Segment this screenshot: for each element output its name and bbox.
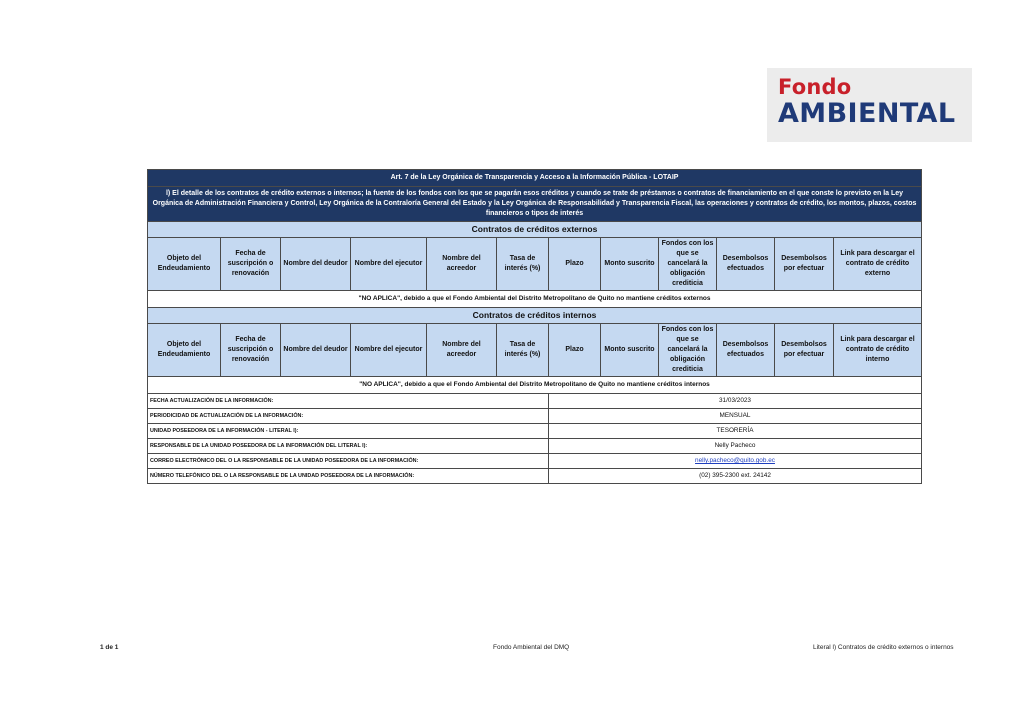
metadata-row-responsible <box>148 439 922 454</box>
column-header: Desembolsos efectuados <box>717 324 775 377</box>
internal-header-row <box>148 324 922 377</box>
column-header: Objeto del Endeudamiento <box>148 324 221 377</box>
metadata-value: Nelly Pacheco <box>549 439 922 454</box>
metadata-label: UNIDAD POSEEDORA DE LA INFORMACIÓN - LITERAL l): <box>148 424 549 439</box>
column-header: Link para descargar el contrato de crédito externo <box>834 238 922 291</box>
internal-not-applicable-note: "NO APLICA", debido a que el Fondo Ambiental del Distrito Metropolitano de Quito no mantiene créditos internos <box>148 377 922 394</box>
column-header: Fecha de suscripción o renovación <box>221 324 281 377</box>
internal-section-title: Contratos de créditos internos <box>148 308 922 324</box>
literal-description: l) El detalle de los contratos de crédito externos o internos; la fuente de los fondos con los que se pagarán esos créditos y cuando se trate de préstamos o contratos de financiamiento en el que conste lo previsto en la Ley Orgánica de Administración Financiera y Control, Ley Orgánica de la Contraloría General del Estado y la Ley Orgánica de Responsabilidad y Transparencia Fiscal, las operaciones y contratos de crédito, los montos, plazos, costos financieros o tipos de interés <box>148 187 922 222</box>
logo-line-ambiental: AMBIENTAL <box>778 98 956 129</box>
column-header: Plazo <box>549 238 601 291</box>
column-header: Desembolsos por efectuar <box>775 238 834 291</box>
lotaip-credit-contracts-table <box>147 169 922 484</box>
metadata-label: CORREO ELECTRÓNICO DEL O LA RESPONSABLE DE LA UNIDAD POSEEDORA DE LA INFORMACIÓN: <box>148 454 549 469</box>
metadata-label: NÚMERO TELEFÓNICO DEL O LA RESPONSABLE DE LA UNIDAD POSEEDORA DE LA INFORMACIÓN: <box>148 469 549 484</box>
column-header: Desembolsos por efectuar <box>775 324 834 377</box>
column-header: Nombre del ejecutor <box>351 324 427 377</box>
footer-organization: Fondo Ambiental del DMQ <box>493 644 570 651</box>
column-header: Nombre del acreedor <box>427 238 497 291</box>
column-header: Tasa de interés (%) <box>497 324 549 377</box>
column-header: Tasa de interés (%) <box>497 238 549 291</box>
external-not-applicable-note: "NO APLICA", debido a que el Fondo Ambiental del Distrito Metropolitano de Quito no mantiene créditos externos <box>148 291 922 308</box>
logo-line-fondo: Fondo <box>778 75 852 99</box>
metadata-value: TESORERÍA <box>549 424 922 439</box>
metadata-value-cell <box>549 454 922 469</box>
footer-page-number: 1 de 1 <box>100 644 119 651</box>
fondo-ambiental-logo <box>767 68 972 142</box>
column-header: Monto suscrito <box>601 238 659 291</box>
metadata-row-periodicity <box>148 409 922 424</box>
column-header: Nombre del deudor <box>281 324 351 377</box>
metadata-value: 31/03/2023 <box>549 394 922 409</box>
metadata-row-email <box>148 454 922 469</box>
metadata-value: (02) 395-2300 ext. 24142 <box>549 469 922 484</box>
column-header: Objeto del Endeudamiento <box>148 238 221 291</box>
external-section-title: Contratos de créditos externos <box>148 222 922 238</box>
column-header: Nombre del ejecutor <box>351 238 427 291</box>
metadata-label: FECHA ACTUALIZACIÓN DE LA INFORMACIÓN: <box>148 394 549 409</box>
metadata-label: RESPONSABLE DE LA UNIDAD POSEEDORA DE LA INFORMACIÓN DEL LITERAL l): <box>148 439 549 454</box>
metadata-row-phone <box>148 469 922 484</box>
metadata-label: PERIODICIDAD DE ACTUALIZACIÓN DE LA INFORMACIÓN: <box>148 409 549 424</box>
column-header: Fondos con los que se cancelará la obligación crediticia <box>659 238 717 291</box>
metadata-value: MENSUAL <box>549 409 922 424</box>
external-header-row <box>148 238 922 291</box>
column-header: Nombre del deudor <box>281 238 351 291</box>
metadata-row-update-date <box>148 394 922 409</box>
responsible-email-link[interactable]: nelly.pacheco@quito.gob.ec <box>695 457 775 464</box>
column-header: Fondos con los que se cancelará la obligación crediticia <box>659 324 717 377</box>
column-header: Link para descargar el contrato de crédito interno <box>834 324 922 377</box>
metadata-row-unit <box>148 424 922 439</box>
footer-literal-title: Literal l) Contratos de crédito externos o internos <box>813 644 954 651</box>
column-header: Monto suscrito <box>601 324 659 377</box>
art-title: Art. 7 de la Ley Orgánica de Transparencia y Acceso a la Información Pública - LOTAIP <box>148 170 922 187</box>
column-header: Desembolsos efectuados <box>717 238 775 291</box>
column-header: Nombre del acreedor <box>427 324 497 377</box>
column-header: Plazo <box>549 324 601 377</box>
column-header: Fecha de suscripción o renovación <box>221 238 281 291</box>
